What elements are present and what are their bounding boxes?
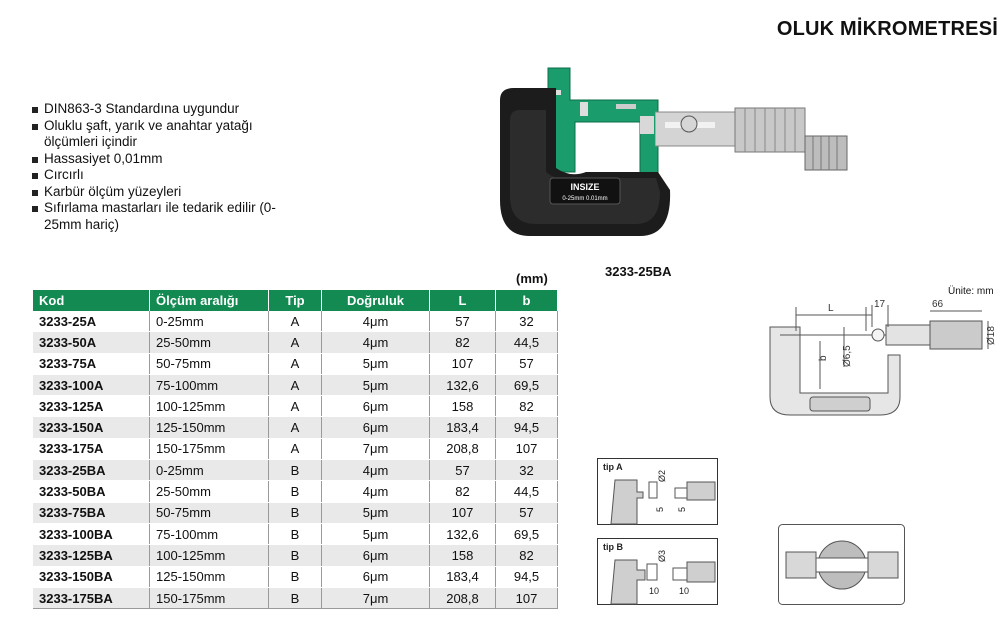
col-kod: Kod bbox=[33, 290, 150, 311]
cell-b: 82 bbox=[496, 545, 558, 566]
cell-l: 132,6 bbox=[430, 374, 496, 395]
cell-l: 132,6 bbox=[430, 523, 496, 544]
col-tip: Tip bbox=[269, 290, 322, 311]
cell-olcum: 0-25mm bbox=[150, 460, 269, 481]
table-row bbox=[33, 460, 558, 481]
dim-66: 66 bbox=[932, 299, 944, 310]
cell-b: 94,5 bbox=[496, 566, 558, 587]
tip-b-drawing bbox=[597, 538, 719, 606]
cell-tip: A bbox=[269, 311, 322, 332]
cell-tip: B bbox=[269, 481, 322, 502]
cell-tip: B bbox=[269, 502, 322, 523]
cell-dogruluk: 6μm bbox=[322, 417, 430, 438]
cell-b: 69,5 bbox=[496, 374, 558, 395]
tip-a-len1: 5 bbox=[655, 506, 665, 512]
cell-dogruluk: 4μm bbox=[322, 460, 430, 481]
cell-b: 107 bbox=[496, 438, 558, 459]
cell-kod: 3233-100A bbox=[33, 374, 150, 395]
feature-item: Sıfırlama mastarları ile tedarik edilir (0-25mm hariç) bbox=[30, 200, 300, 233]
table-row bbox=[33, 417, 558, 438]
micrometer-spindle bbox=[655, 100, 870, 190]
photo-range: 0-25mm 0.01mm bbox=[562, 196, 608, 202]
cell-kod: 3233-175A bbox=[33, 438, 150, 459]
cell-tip: A bbox=[269, 332, 322, 353]
cell-olcum: 50-75mm bbox=[150, 502, 269, 523]
unit-label: (mm) bbox=[516, 271, 548, 286]
cell-olcum: 150-175mm bbox=[150, 438, 269, 459]
table-row bbox=[33, 438, 558, 459]
cell-kod: 3233-75BA bbox=[33, 502, 150, 523]
cell-b: 44,5 bbox=[496, 481, 558, 502]
cell-dogruluk: 6μm bbox=[322, 545, 430, 566]
table-row bbox=[33, 502, 558, 523]
table-row bbox=[33, 374, 558, 395]
cell-dogruluk: 4μm bbox=[322, 481, 430, 502]
dim-d65: Ø6,5 bbox=[842, 345, 853, 367]
cell-l: 183,4 bbox=[430, 417, 496, 438]
cell-b: 82 bbox=[496, 396, 558, 417]
cell-b: 57 bbox=[496, 502, 558, 523]
cell-tip: A bbox=[269, 353, 322, 374]
tip-a-drawing bbox=[597, 458, 719, 526]
col-dogruluk: Doğruluk bbox=[322, 290, 430, 311]
dim-17: 17 bbox=[874, 299, 886, 310]
cell-tip: A bbox=[269, 438, 322, 459]
cell-l: 208,8 bbox=[430, 438, 496, 459]
cell-kod: 3233-25BA bbox=[33, 460, 150, 481]
feature-item: DIN863-3 Standardına uygundur bbox=[30, 101, 300, 118]
page-title: OLUK MİKROMETRESİ bbox=[776, 18, 998, 40]
photo-logo: INSIZE bbox=[570, 182, 600, 192]
cell-l: 183,4 bbox=[430, 566, 496, 587]
cell-dogruluk: 5μm bbox=[322, 374, 430, 395]
cell-b: 107 bbox=[496, 587, 558, 608]
cell-kod: 3233-150BA bbox=[33, 566, 150, 587]
cell-tip: B bbox=[269, 523, 322, 544]
tip-a-label: tip A bbox=[603, 462, 623, 472]
cell-b: 94,5 bbox=[496, 417, 558, 438]
cell-dogruluk: 4μm bbox=[322, 332, 430, 353]
cell-kod: 3233-25A bbox=[33, 311, 150, 332]
cell-dogruluk: 5μm bbox=[322, 502, 430, 523]
cell-l: 82 bbox=[430, 332, 496, 353]
cell-tip: B bbox=[269, 460, 322, 481]
cell-olcum: 0-25mm bbox=[150, 311, 269, 332]
cell-olcum: 125-150mm bbox=[150, 566, 269, 587]
setting-gauge-drawing bbox=[778, 524, 906, 606]
cell-dogruluk: 6μm bbox=[322, 396, 430, 417]
unit-note: Ünite: mm bbox=[948, 286, 994, 297]
table-row bbox=[33, 396, 558, 417]
cell-dogruluk: 5μm bbox=[322, 523, 430, 544]
dim-d18: Ø18 bbox=[986, 326, 997, 345]
cell-l: 107 bbox=[430, 502, 496, 523]
cell-olcum: 25-50mm bbox=[150, 332, 269, 353]
cell-kod: 3233-75A bbox=[33, 353, 150, 374]
tip-b-len1: 10 bbox=[649, 586, 660, 596]
cell-l: 57 bbox=[430, 311, 496, 332]
dimension-drawing bbox=[760, 297, 1000, 427]
cell-kod: 3233-50BA bbox=[33, 481, 150, 502]
cell-l: 82 bbox=[430, 481, 496, 502]
col-olcum: Ölçüm aralığı bbox=[150, 290, 269, 311]
cell-l: 57 bbox=[430, 460, 496, 481]
cell-l: 107 bbox=[430, 353, 496, 374]
cell-l: 158 bbox=[430, 396, 496, 417]
cell-kod: 3233-125BA bbox=[33, 545, 150, 566]
table-row bbox=[33, 353, 558, 374]
table-row bbox=[33, 332, 558, 353]
model-caption: 3233-25BA bbox=[605, 264, 672, 279]
dim-b: b bbox=[818, 355, 829, 361]
cell-b: 44,5 bbox=[496, 332, 558, 353]
feature-item: Karbür ölçüm yüzeyleri bbox=[30, 184, 300, 201]
cell-olcum: 100-125mm bbox=[150, 396, 269, 417]
feature-item: Hassasiyet 0,01mm bbox=[30, 151, 300, 168]
cell-kod: 3233-125A bbox=[33, 396, 150, 417]
cell-tip: A bbox=[269, 417, 322, 438]
cell-olcum: 50-75mm bbox=[150, 353, 269, 374]
cell-olcum: 150-175mm bbox=[150, 587, 269, 608]
table-row bbox=[33, 587, 558, 608]
cell-dogruluk: 6μm bbox=[322, 566, 430, 587]
feature-item: Oluklu şaft, yarık ve anahtar yatağı ölçümleri içindir bbox=[30, 118, 300, 151]
cell-kod: 3233-150A bbox=[33, 417, 150, 438]
cell-b: 32 bbox=[496, 311, 558, 332]
col-b: b bbox=[496, 290, 558, 311]
cell-dogruluk: 4μm bbox=[322, 311, 430, 332]
table-row bbox=[33, 481, 558, 502]
cell-tip: B bbox=[269, 545, 322, 566]
cell-dogruluk: 5μm bbox=[322, 353, 430, 374]
cell-olcum: 100-125mm bbox=[150, 545, 269, 566]
cell-kod: 3233-175BA bbox=[33, 587, 150, 608]
cell-olcum: 75-100mm bbox=[150, 374, 269, 395]
cell-kod: 3233-100BA bbox=[33, 523, 150, 544]
feature-list bbox=[30, 101, 300, 233]
table-row bbox=[33, 566, 558, 587]
col-l: L bbox=[430, 290, 496, 311]
cell-dogruluk: 7μm bbox=[322, 587, 430, 608]
tip-b-dia: Ø3 bbox=[657, 549, 667, 562]
cell-tip: B bbox=[269, 566, 322, 587]
cell-tip: A bbox=[269, 396, 322, 417]
cell-olcum: 125-150mm bbox=[150, 417, 269, 438]
spec-table bbox=[33, 290, 558, 609]
cell-l: 158 bbox=[430, 545, 496, 566]
cell-l: 208,8 bbox=[430, 587, 496, 608]
cell-tip: B bbox=[269, 587, 322, 608]
tip-b-len2: 10 bbox=[679, 586, 690, 596]
tip-a-dia: Ø2 bbox=[657, 469, 667, 482]
cell-dogruluk: 7μm bbox=[322, 438, 430, 459]
table-header-row bbox=[33, 290, 558, 311]
cell-olcum: 75-100mm bbox=[150, 523, 269, 544]
dim-L: L bbox=[828, 303, 834, 314]
cell-kod: 3233-50A bbox=[33, 332, 150, 353]
table-row bbox=[33, 545, 558, 566]
table-row bbox=[33, 311, 558, 332]
cell-b: 57 bbox=[496, 353, 558, 374]
cell-olcum: 25-50mm bbox=[150, 481, 269, 502]
cell-b: 69,5 bbox=[496, 523, 558, 544]
tip-b-label: tip B bbox=[603, 542, 623, 552]
table-row bbox=[33, 523, 558, 544]
cell-b: 32 bbox=[496, 460, 558, 481]
tip-a-len2: 5 bbox=[677, 506, 687, 512]
cell-tip: A bbox=[269, 374, 322, 395]
feature-item: Cırcırlı bbox=[30, 167, 300, 184]
